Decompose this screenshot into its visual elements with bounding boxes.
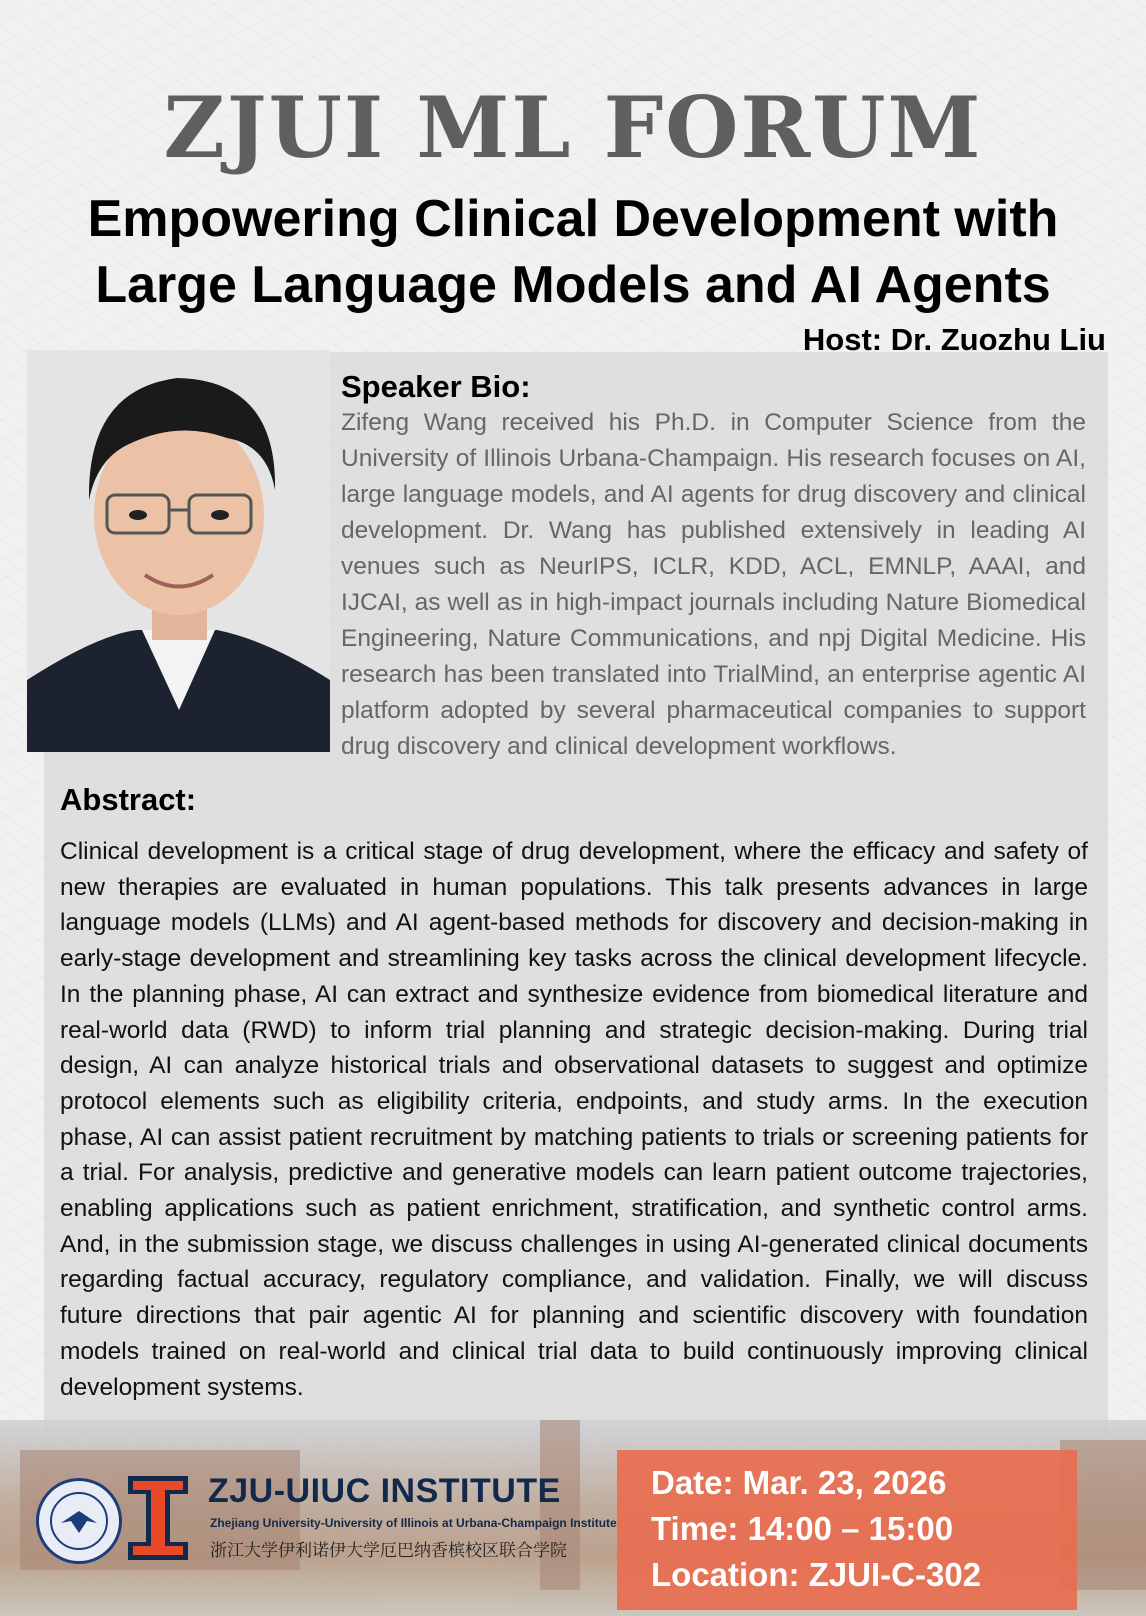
zhejiang-university-seal-icon [36,1478,122,1564]
event-time: Time: 14:00 – 15:00 [651,1510,954,1547]
abstract-heading: Abstract: [60,782,197,817]
institute-chinese-name: 浙江大学伊利诺伊大学厄巴纳香槟校区联合学院 [210,1541,567,1560]
institute-subtitle: Zhejiang University-University of Illinois at Urbana-Champaign Institute [210,1516,617,1530]
bio-heading: Speaker Bio: [341,369,531,404]
seal-emblem-icon [39,1481,119,1561]
talk-title [20,186,1126,318]
illinois-block-i-icon [128,1476,188,1560]
abstract-text: Clinical development is a critical stage of drug development, where the efficacy and safety of new therapies are evaluated in human populations. This talk presents advances in large language models (LLMs) and AI agent-based methods for discovery and decision-making in early-stage development and streamlining key tasks across the clinical development lifecycle. In the planning phase, AI can extract and synthesize evidence from biomedical literature and real-world data (RWD) to inform trial planning and strategic decision-making. During trial design, AI can analyze historical trials and observational datasets to suggest and optimize protocol elements such as eligibility criteria, endpoints, and study arms. In the execution phase, AI can assist patient recruitment by matching patients to trials or screening patients for a trial. For analysis, predictive and generative models can learn patient outcome trajectories, enabling applications such as patient enrichment, stratification, and synthetic control arms. And, in the submission stage, we discuss challenges in using AI-generated clinical documents regarding factual accuracy, regulatory compliance, and validation. Finally, we will discuss future directions that pair agentic AI for planning and scientific discovery with foundation models trained on real-world and clinical trial data to build continuously improving clinical development systems. [60,838,1088,1401]
speaker-photo [27,350,330,752]
talk-title-line-1: Empowering Clinical Development with [87,190,1059,248]
forum-title: ZJUI ML FORUM [163,78,983,177]
event-info-box [617,1450,1077,1610]
bio-text: Zifeng Wang received his Ph.D. in Computer Science from the University of Illinois Urbana-Champaign. His research focuses on AI, large language models, and AI agents for drug discovery and clinical development. Dr. Wang has published extensively in leading AI venues such as NeurIPS, ICLR, KDD, ACL, EMNLP, AAAI, and IJCAI, as well as in high-impact journals including Nature Biomedical Engineering, Nature Communications, and npj Digital Medicine. His research has been translated into TrialMind, an enterprise agentic AI platform adopted by several pharmaceutical companies to support drug discovery and clinical development workflows. [341,409,1086,760]
event-location: Location: ZJUI-C-302 [651,1556,982,1593]
talk-title-line-2: Large Language Models and AI Agents [95,256,1051,314]
event-date: Date: Mar. 23, 2026 [651,1464,947,1501]
block-i-shape-icon [128,1476,188,1560]
institute-name: ZJU-UIUC INSTITUTE [208,1472,561,1510]
host-label: Host: Dr. Zuozhu Liu [802,322,1106,357]
institute-logos [36,1472,617,1582]
speaker-portrait-icon [27,350,330,752]
